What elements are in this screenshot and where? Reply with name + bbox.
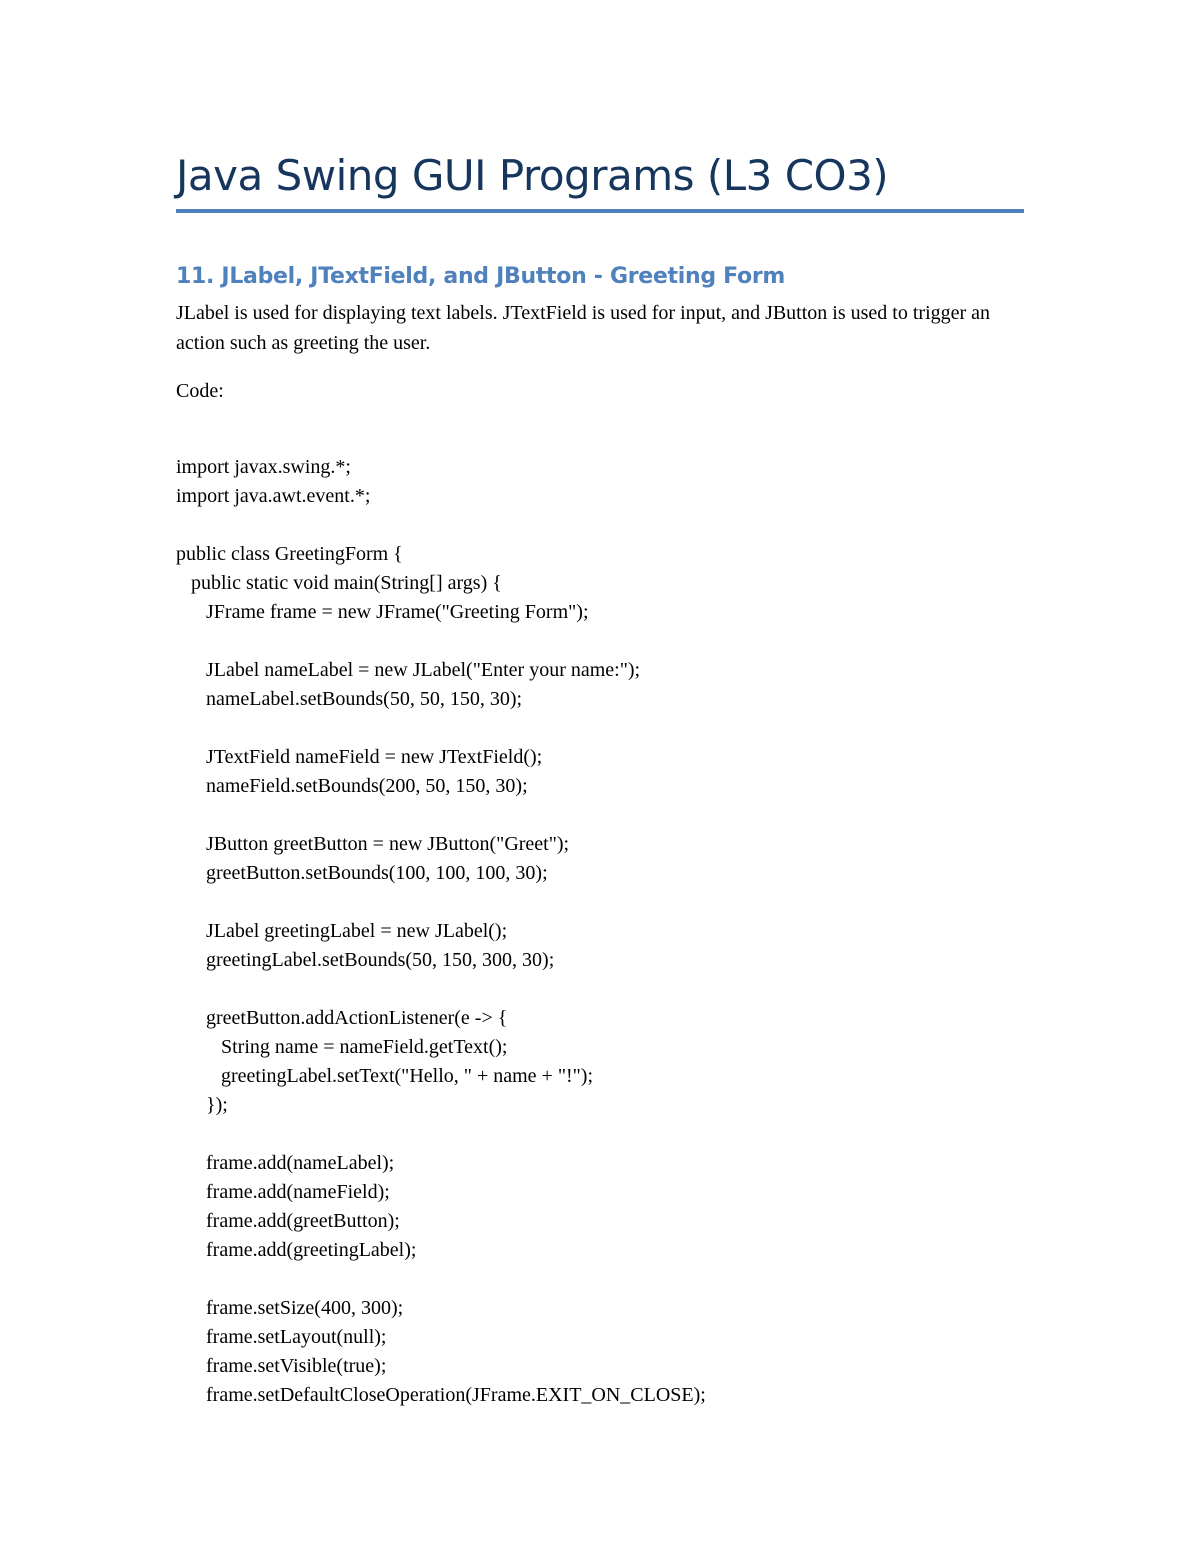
section-description: JLabel is used for displaying text labels. JTextField is used for input, and JButton is used to trigger an action such as greeting the user. — [176, 302, 991, 354]
code-line: frame.add(greetingLabel); — [176, 1239, 417, 1261]
code-line — [176, 975, 706, 1004]
code-line — [176, 627, 706, 656]
code-line: JLabel nameLabel = new JLabel("Enter your name:"); — [176, 659, 641, 681]
code-line: import java.awt.event.*; — [176, 485, 371, 507]
section-heading: 11. JLabel, JTextField, and JButton - Greeting Form — [176, 264, 785, 289]
code-line: public class GreetingForm { — [176, 543, 403, 565]
code-line: frame.setLayout(null); — [176, 1326, 387, 1348]
code-block — [176, 453, 706, 1410]
code-line: frame.setSize(400, 300); — [176, 1297, 404, 1319]
code-line — [176, 801, 706, 830]
code-line: JFrame frame = new JFrame("Greeting Form"); — [176, 601, 589, 623]
code-line: nameField.setBounds(200, 50, 150, 30); — [176, 775, 528, 797]
code-line: nameLabel.setBounds(50, 50, 150, 30); — [176, 688, 523, 710]
title-underline-rule — [176, 209, 1024, 213]
code-line: greetButton.addActionListener(e -> { — [176, 1007, 508, 1029]
code-line — [176, 714, 706, 743]
code-line: greetButton.setBounds(100, 100, 100, 30); — [176, 862, 548, 884]
document-title: Java Swing GUI Programs (L3 CO3) — [176, 151, 889, 200]
code-line: JButton greetButton = new JButton("Greet"); — [176, 833, 570, 855]
code-line — [176, 511, 706, 540]
code-line: public static void main(String[] args) { — [176, 572, 502, 594]
code-line — [176, 1120, 706, 1149]
code-line: import javax.swing.*; — [176, 456, 351, 478]
code-line: greetingLabel.setText("Hello, " + name + "!"); — [176, 1065, 594, 1087]
code-line — [176, 1265, 706, 1294]
code-line: JLabel greetingLabel = new JLabel(); — [176, 920, 508, 942]
code-line: }); — [176, 1094, 228, 1116]
code-line: frame.setVisible(true); — [176, 1355, 387, 1377]
code-label: Code: — [176, 380, 224, 402]
code-line: JTextField nameField = new JTextField(); — [176, 746, 543, 768]
code-line: greetingLabel.setBounds(50, 150, 300, 30); — [176, 949, 555, 971]
code-line: String name = nameField.getText(); — [176, 1036, 508, 1058]
code-line: frame.add(greetButton); — [176, 1210, 400, 1232]
code-line — [176, 888, 706, 917]
code-line: frame.setDefaultCloseOperation(JFrame.EXIT_ON_CLOSE); — [176, 1384, 706, 1406]
code-line: frame.add(nameLabel); — [176, 1152, 395, 1174]
code-line: frame.add(nameField); — [176, 1181, 390, 1203]
